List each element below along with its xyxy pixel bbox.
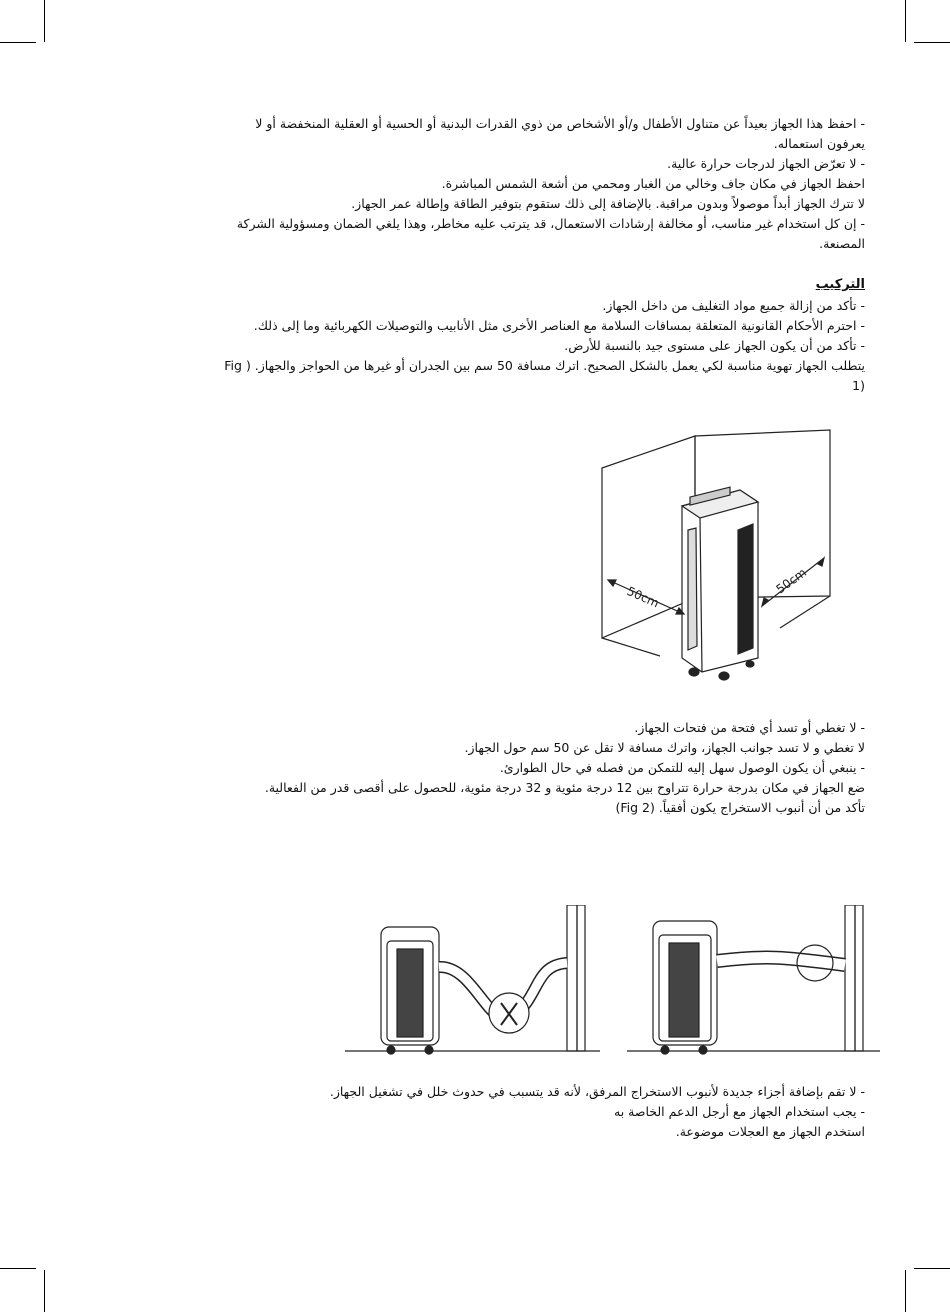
text-line: ضع الجهاز في مكان بدرجة حرارة تتراوح بين 12 درجة مئوية و 32 درجة مئوية، للحصول على أقصى قدر من الفعالية. [264, 780, 865, 795]
text-line: (1 [852, 378, 865, 393]
text-line: - احترم الأحكام القانونية المتعلقة بمسافات السلامة مع العناصر الأخرى مثل الأنابيب والتوصيلات الكهربائية وما إلى ذلك. [253, 318, 865, 333]
text-line: - تأكد من إزالة جميع مواد التغليف من داخل الجهاز. [602, 298, 865, 313]
clearance-label-right: 50cm [773, 565, 809, 597]
crop-mark-top-left-h [0, 42, 36, 43]
text-line: احفظ الجهاز في مكان جاف وخالي من الغبار ومحمي من أشعة الشمس المباشرة. [441, 176, 865, 191]
placement-section [150, 718, 865, 818]
text-line: - يجب استخدام الجهاز مع أرجل الدعم الخاصة به [614, 1104, 865, 1119]
text-line: المصنعة. [819, 236, 865, 251]
crop-mark-top-right-v [905, 0, 906, 42]
crop-mark-top-right-h [914, 42, 950, 43]
safety-paragraph [150, 114, 865, 254]
text-line: لا تترك الجهاز أبداً موصولاً وبدون مراقبة. بالإضافة إلى ذلك ستقوم بتوفير الطاقة وإطالة عمر الجهاز. [351, 196, 865, 211]
installation-section [150, 274, 865, 396]
text-line: يتطلب الجهاز تهوية مناسبة لكي يعمل بالشكل الصحيح. اترك مسافة 50 سم بين الجدران أو غيرها من الحواجز والجهاز. ( Fig [224, 358, 865, 373]
crop-mark-top-left-v [44, 0, 45, 42]
text-line: - لا تعرّض الجهاز لدرجات حرارة عالية. [667, 156, 865, 171]
figure-clearance-illustration [590, 418, 860, 688]
text-line: - تأكد من أن يكون الجهاز على مستوى جيد بالنسبة للأرض. [564, 338, 865, 353]
crop-mark-bottom-right-h [914, 1268, 950, 1269]
crop-mark-bottom-left-v [44, 1270, 45, 1312]
text-line: تأكد من أن أنبوب الاستخراج يكون أفقياً. (Fig 2) [615, 800, 865, 815]
hose-and-wheels-section [150, 1082, 865, 1142]
text-line: يعرفون استعماله. [773, 136, 865, 151]
installation-heading: التركيب [815, 277, 865, 292]
text-line: - احفظ هذا الجهاز بعيداً عن متناول الأطفال و/أو الأشخاص من ذوي القدرات البدنية أو الحسية أو العقلية المنخفضة أو لا [255, 116, 865, 131]
text-line: - إن كل استخدام غير مناسب، أو مخالفة إرشادات الاستعمال، قد يترتب عليه مخاطر، وهذا يلغي الضمان ومسؤولية الشركة [236, 216, 865, 231]
clearance-label-left: 50cm [624, 583, 662, 611]
text-line: استخدم الجهاز مع العجلات موضوعة. [675, 1124, 865, 1139]
figure-exhaust-hose-illustration [345, 905, 880, 1065]
text-line: لا تغطي و لا تسد جوانب الجهاز، واترك مسافة لا تقل عن 50 سم حول الجهاز. [464, 740, 865, 755]
text-line: - ينبغي أن يكون الوصول سهل إليه للتمكن من فصله في حال الطوارئ. [499, 760, 865, 775]
text-line: - لا تقم بإضافة أجزاء جديدة لأنبوب الاستخراج المرفق، لأنه قد يتسبب في حدوث خلل في تشغيل الجهاز. [329, 1084, 865, 1099]
text-line: - لا تغطي أو تسد أي فتحة من فتحات الجهاز. [634, 720, 865, 735]
crop-mark-bottom-right-v [905, 1270, 906, 1312]
crop-mark-bottom-left-h [0, 1268, 36, 1269]
